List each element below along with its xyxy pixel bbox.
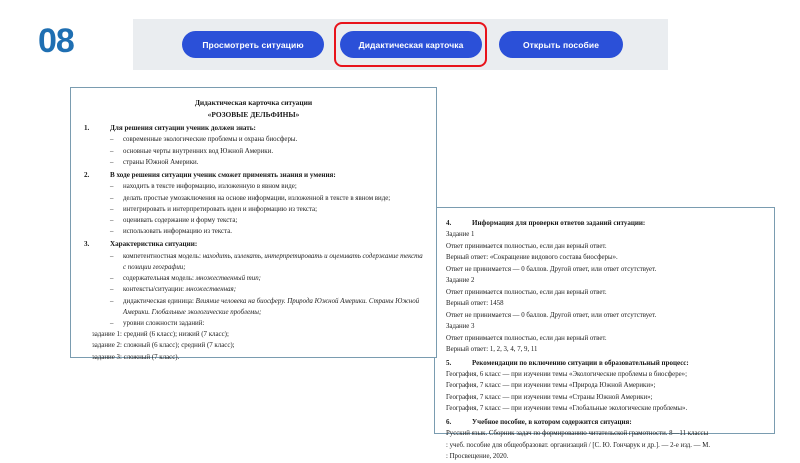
list-item-label: компетентностная модель: (123, 252, 203, 260)
recommendation-line: География, 7 класс — при изучении темы «Страны Южной Америки»; (446, 393, 653, 401)
dash-icon: – (110, 147, 114, 155)
recommendation-line: География, 6 класс — при изучении темы «Экологические проблемы в биосфере»; (446, 370, 687, 378)
list-item (84, 146, 423, 157)
textbook-reference-line: : Просвещение, 2020. (446, 453, 509, 461)
answer-line: Ответ не принимается — 0 баллов. Другой ответ, или ответ отсутствует. (446, 265, 657, 273)
answer-line: Ответ принимается полностью, если дан верный ответ. (446, 242, 607, 250)
list-item-text: уровни сложности заданий: (123, 320, 205, 328)
button-toolbar (133, 19, 668, 70)
list-item-value: Влияние человека на биосферу. Природа Южной Америки. Страны Южной Америки. Глобальные экологические проблемы; (123, 297, 420, 316)
dash-icon: – (110, 205, 114, 213)
dash-icon: – (110, 217, 114, 225)
answer-line: Задание 2 (446, 277, 475, 285)
card-title-line-2: «РОЗОВЫЕ ДЕЛЬФИНЫ» (207, 110, 300, 120)
card-title-line-1: Дидактическая карточка ситуации (194, 98, 313, 107)
section-heading (84, 239, 423, 250)
section-number: 5. (446, 358, 452, 367)
section-number: 4. (446, 219, 452, 227)
dash-icon: – (110, 158, 114, 166)
list-item-text: использовать информацию из текста. (123, 228, 232, 236)
answer-line: Задание 3 (446, 323, 475, 331)
dash-icon: – (110, 194, 114, 202)
answer-line: Ответ не принимается — 0 баллов. Другой ответ, или ответ отсутствует. (446, 311, 657, 319)
dash-icon: – (110, 275, 114, 283)
answer-line: Верный ответ: «Сокращение видового состава биосферы». (446, 254, 618, 262)
dash-icon: – (110, 183, 114, 191)
list-item-text: оценивать содержание и форму текста; (123, 217, 238, 225)
list-item-text (123, 251, 423, 273)
list-item-label: дидактическая единица: (123, 297, 196, 305)
list-item-text: интегрировать и интерпретировать идеи и информацию из текста; (123, 205, 318, 213)
list-item-text: делать простые умозаключения на основе информации, изложенной в тексте в явном виде; (123, 194, 391, 202)
didactic-card-button[interactable]: Дидактическая карточка (340, 31, 482, 58)
list-item-text (123, 284, 423, 295)
list-item (84, 273, 423, 284)
dash-icon: – (110, 252, 114, 260)
dash-icon: – (110, 297, 114, 305)
list-item (84, 193, 423, 204)
list-item (84, 134, 423, 145)
answer-line: Ответ принимается полностью, если дан верный ответ. (446, 288, 607, 296)
section-title: В ходе решения ситуации ученик сможет применять знания и умения: (110, 170, 336, 179)
section-number: 3. (84, 240, 90, 249)
list-item-text (123, 273, 423, 284)
textbook-reference-line: Русский язык. Сборник задач по формированию читательской грамотности. 8—11 классы (446, 430, 709, 438)
slide-number: 08 (38, 22, 74, 60)
list-item-value: множественный тип; (195, 275, 261, 283)
section-heading (84, 170, 423, 181)
list-item-value: множественная; (185, 286, 237, 294)
recommendation-line: География, 7 класс — при изучении темы «Глобальные экологические проблемы». (446, 405, 688, 413)
list-item-text (123, 296, 423, 318)
difficulty-line: задание 2: сложный (6 класс); средний (7 класс); (92, 342, 235, 350)
list-item-label: содержательная модель: (123, 275, 196, 283)
section-heading (446, 218, 763, 229)
list-item (84, 284, 423, 295)
difficulty-line: задание 3: сложный (7 класс). (92, 353, 180, 361)
answer-key-document[interactable] (434, 207, 775, 461)
section-number: 1. (84, 123, 90, 132)
section-title: Рекомендации по включению ситуации в образовательный процесс: (472, 358, 689, 367)
list-item (84, 157, 423, 168)
list-item (84, 318, 423, 329)
section-title: Учебное пособие, в котором содержится ситуация: (472, 417, 632, 426)
answer-line: Задание 1 (446, 231, 475, 239)
list-item (84, 215, 423, 226)
list-item (84, 181, 423, 192)
list-item (84, 296, 423, 318)
section-heading (446, 358, 763, 369)
section-title: Информация для проверки ответов заданий ситуации: (472, 219, 646, 227)
view-situation-button[interactable]: Просмотреть ситуацию (182, 31, 324, 58)
section-number: 6. (446, 417, 452, 426)
list-item-text: современные экологические проблемы и охрана биосферы. (123, 136, 298, 144)
open-manual-button[interactable]: Открыть пособие (499, 31, 623, 58)
dash-icon: – (110, 136, 114, 144)
list-item (84, 251, 423, 273)
list-item-text: находить в тексте информацию, изложенную в явном виде; (123, 183, 297, 191)
section-title: Характеристика ситуации: (110, 240, 198, 249)
section-heading (84, 123, 423, 134)
list-item-label: контексты/ситуации: (123, 286, 186, 294)
difficulty-line: задание 1: средний (6 класс); низкий (7 класс); (92, 331, 229, 339)
section-title: Для решения ситуации ученик должен знать: (110, 123, 256, 132)
list-item (84, 204, 423, 215)
recommendation-line: География, 7 класс — при изучении темы «Природа Южной Америки»; (446, 382, 656, 390)
answer-line: Верный ответ: 1458 (446, 300, 504, 308)
didactic-card-document[interactable] (70, 87, 437, 361)
answer-line: Ответ принимается полностью, если дан верный ответ. (446, 334, 607, 342)
answer-line: Верный ответ: 1, 2, 3, 4, 7, 9, 11 (446, 346, 538, 354)
dash-icon: – (110, 320, 114, 328)
section-heading (446, 417, 763, 428)
textbook-reference-line: : учеб. пособие для общеобразоват. организаций / [С. Ю. Гончарук и др.]. — 2-е изд. — М. (446, 441, 711, 449)
list-item-value: находить, излекать, интерпретировать и оценивать содержание текста с позиции географии; (123, 252, 423, 272)
dash-icon: – (110, 286, 114, 294)
dash-icon: – (110, 228, 114, 236)
list-item (84, 226, 423, 237)
section-number: 2. (84, 170, 90, 179)
list-item-text: основные черты внутренних вод Южной Америки. (123, 147, 274, 155)
list-item-text: страны Южной Америки. (123, 158, 199, 166)
